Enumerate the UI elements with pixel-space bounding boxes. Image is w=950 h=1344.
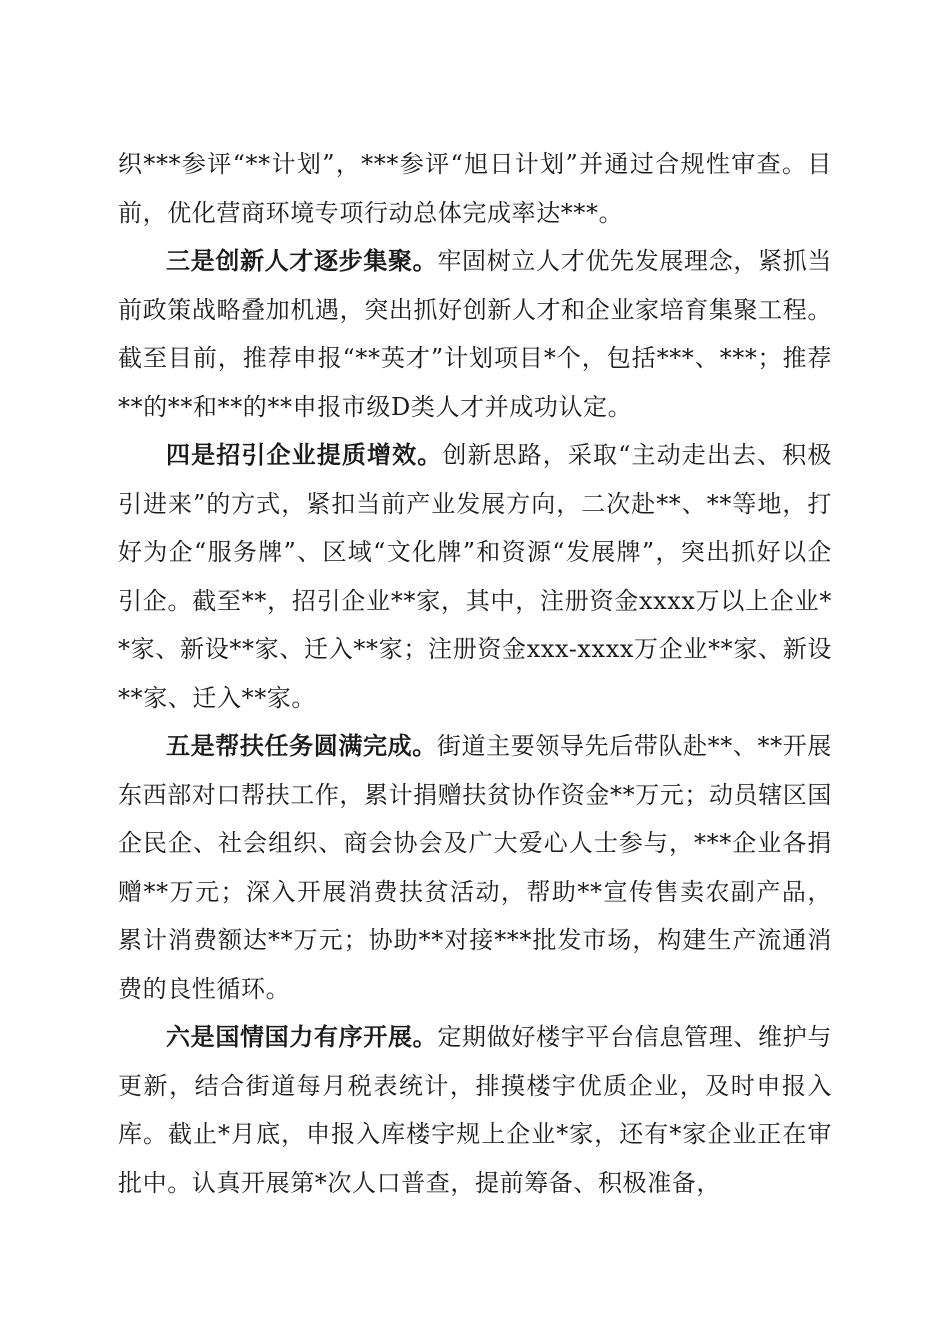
paragraph-body: 创新思路，采取“主动走出去、积极引进来”的方式，紧扣当前产业发展方向，二次赴**、**等地，打好为企“服务牌”、区域“文化牌”和资源“发展牌”，突出抓好以企引企。截至**，招引企业**家，其中，注册资金xxxx万以上企业**家、新设**家、迁入**家；注册资金xxx-xxxx万企业**家、新设**家、迁入**家。 bbox=[118, 441, 832, 712]
paragraph-body: 街道主要领导先后带队赴**、**开展东西部对口帮扶工作，累计捐赠扶贫协作资金**万元；动员辖区国企民企、社会组织、商会协会及广大爱心人士参与，***企业各捐赠**万元；深入开展消费扶贫活动，帮助**宣传售卖农副产品，累计消费额达**万元；协助**对接***批发市场，构建生产流通消费的良性循环。 bbox=[118, 732, 832, 1003]
paragraph-lead: 六是国情国力有序开展。 bbox=[166, 1022, 438, 1051]
paragraph-lead: 五是帮扶任务圆满完成。 bbox=[166, 731, 437, 760]
paragraph-body: 牢固树立人才优先发展理念，紧抓当前政策战略叠加机遇，突出抓好创新人才和企业家培育集聚工程。截至目前，推荐申报“**英才”计划项目*个，包括***、***；推荐**的**和**的**申报市级D类人才并成功认定。 bbox=[118, 247, 832, 421]
paragraph-body: 织***参评“**计划”，***参评“旭日计划”并通过合规性审查。目前，优化营商环境专项行动总体完成率达***。 bbox=[118, 150, 832, 227]
paragraph-enterprise bbox=[118, 431, 832, 722]
paragraph-assistance bbox=[118, 722, 832, 1013]
paragraph-body: 定期做好楼宇平台信息管理、维护与更新，结合街道每月税表统计，排摸楼宇优质企业，及时申报入库。截止*月底，申报入库楼宇规上企业*家，还有*家企业正在审批中。认真开展第*次人口普查，提前筹备、积极准备， bbox=[118, 1023, 832, 1197]
paragraph-continuation bbox=[118, 140, 832, 237]
paragraph-lead: 三是创新人才逐步集聚。 bbox=[166, 246, 438, 275]
paragraph-talent bbox=[118, 237, 832, 431]
paragraph-lead: 四是招引企业提质增效。 bbox=[166, 440, 443, 469]
paragraph-census bbox=[118, 1013, 832, 1207]
